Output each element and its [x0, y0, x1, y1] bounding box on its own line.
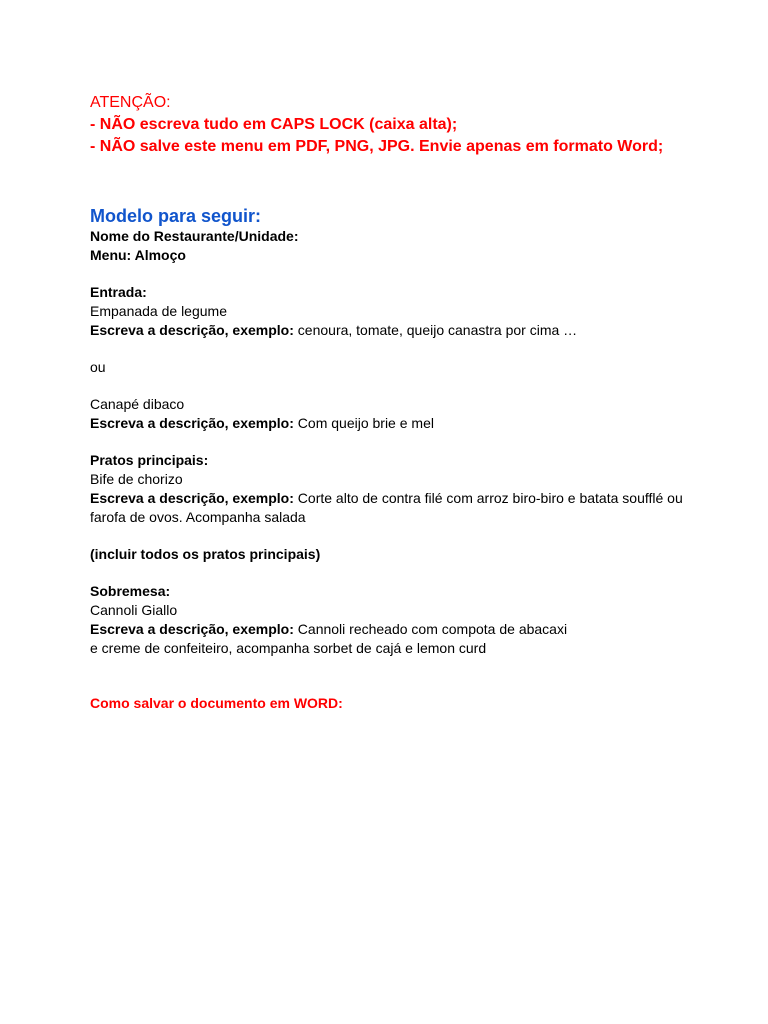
model-title: Modelo para seguir: — [90, 206, 262, 226]
sobremesa-heading: Sobremesa: — [90, 583, 171, 599]
spacer — [90, 564, 690, 582]
description-text: cenoura, tomate, queijo canastra por cima … — [293, 322, 578, 338]
spacer — [90, 340, 690, 358]
spacer — [90, 658, 690, 676]
principal-description — [90, 489, 690, 508]
spacer — [90, 433, 690, 451]
entrada-or: ou — [90, 359, 106, 375]
sobremesa-dish: Cannoli Giallo — [90, 602, 178, 618]
description-label: Escreva a descrição, exemplo: — [90, 322, 294, 338]
description-text: Com queijo brie e mel — [293, 415, 434, 431]
spacer — [90, 676, 690, 694]
entrada-description-1 — [90, 321, 690, 340]
spacer — [90, 265, 690, 283]
description-label: Escreva a descrição, exemplo: — [90, 621, 294, 637]
warning-block — [90, 92, 690, 158]
entrada-description-2 — [90, 414, 690, 433]
warning-title: ATENÇÃO: — [90, 94, 171, 111]
warning-item-caps-lock: - NÃO escreva tudo em CAPS LOCK (caixa alta); — [90, 116, 458, 133]
save-instructions-heading: Como salvar o documento em WORD: — [90, 695, 343, 711]
menu-label: Menu: Almoço — [90, 247, 186, 263]
description-text: Corte alto de contra filé com arroz biro-biro e batata soufflé ou — [293, 490, 683, 506]
sobremesa-description-cont: e creme de confeiteiro, acompanha sorbet de cajá e lemon curd — [90, 640, 487, 656]
spacer — [90, 527, 690, 545]
entrada-heading: Entrada: — [90, 284, 147, 300]
description-label: Escreva a descrição, exemplo: — [90, 415, 294, 431]
principal-dish: Bife de chorizo — [90, 471, 183, 487]
principais-note: (incluir todos os pratos principais) — [90, 546, 321, 562]
description-label: Escreva a descrição, exemplo: — [90, 490, 294, 506]
description-text: Cannoli recheado com compota de abacaxi — [293, 621, 568, 637]
principal-description-cont: farofa de ovos. Acompanha salada — [90, 509, 306, 525]
restaurant-name-label: Nome do Restaurante/Unidade: — [90, 228, 299, 244]
pratos-principais-heading: Pratos principais: — [90, 452, 209, 468]
sobremesa-description — [90, 620, 690, 639]
entrada-dish-2: Canapé dibaco — [90, 396, 185, 412]
document-content — [90, 92, 690, 713]
entrada-dish-1: Empanada de legume — [90, 303, 227, 319]
spacer — [90, 377, 690, 395]
warning-item-format: - NÃO salve este menu em PDF, PNG, JPG. Envie apenas em formato Word; — [90, 138, 664, 155]
